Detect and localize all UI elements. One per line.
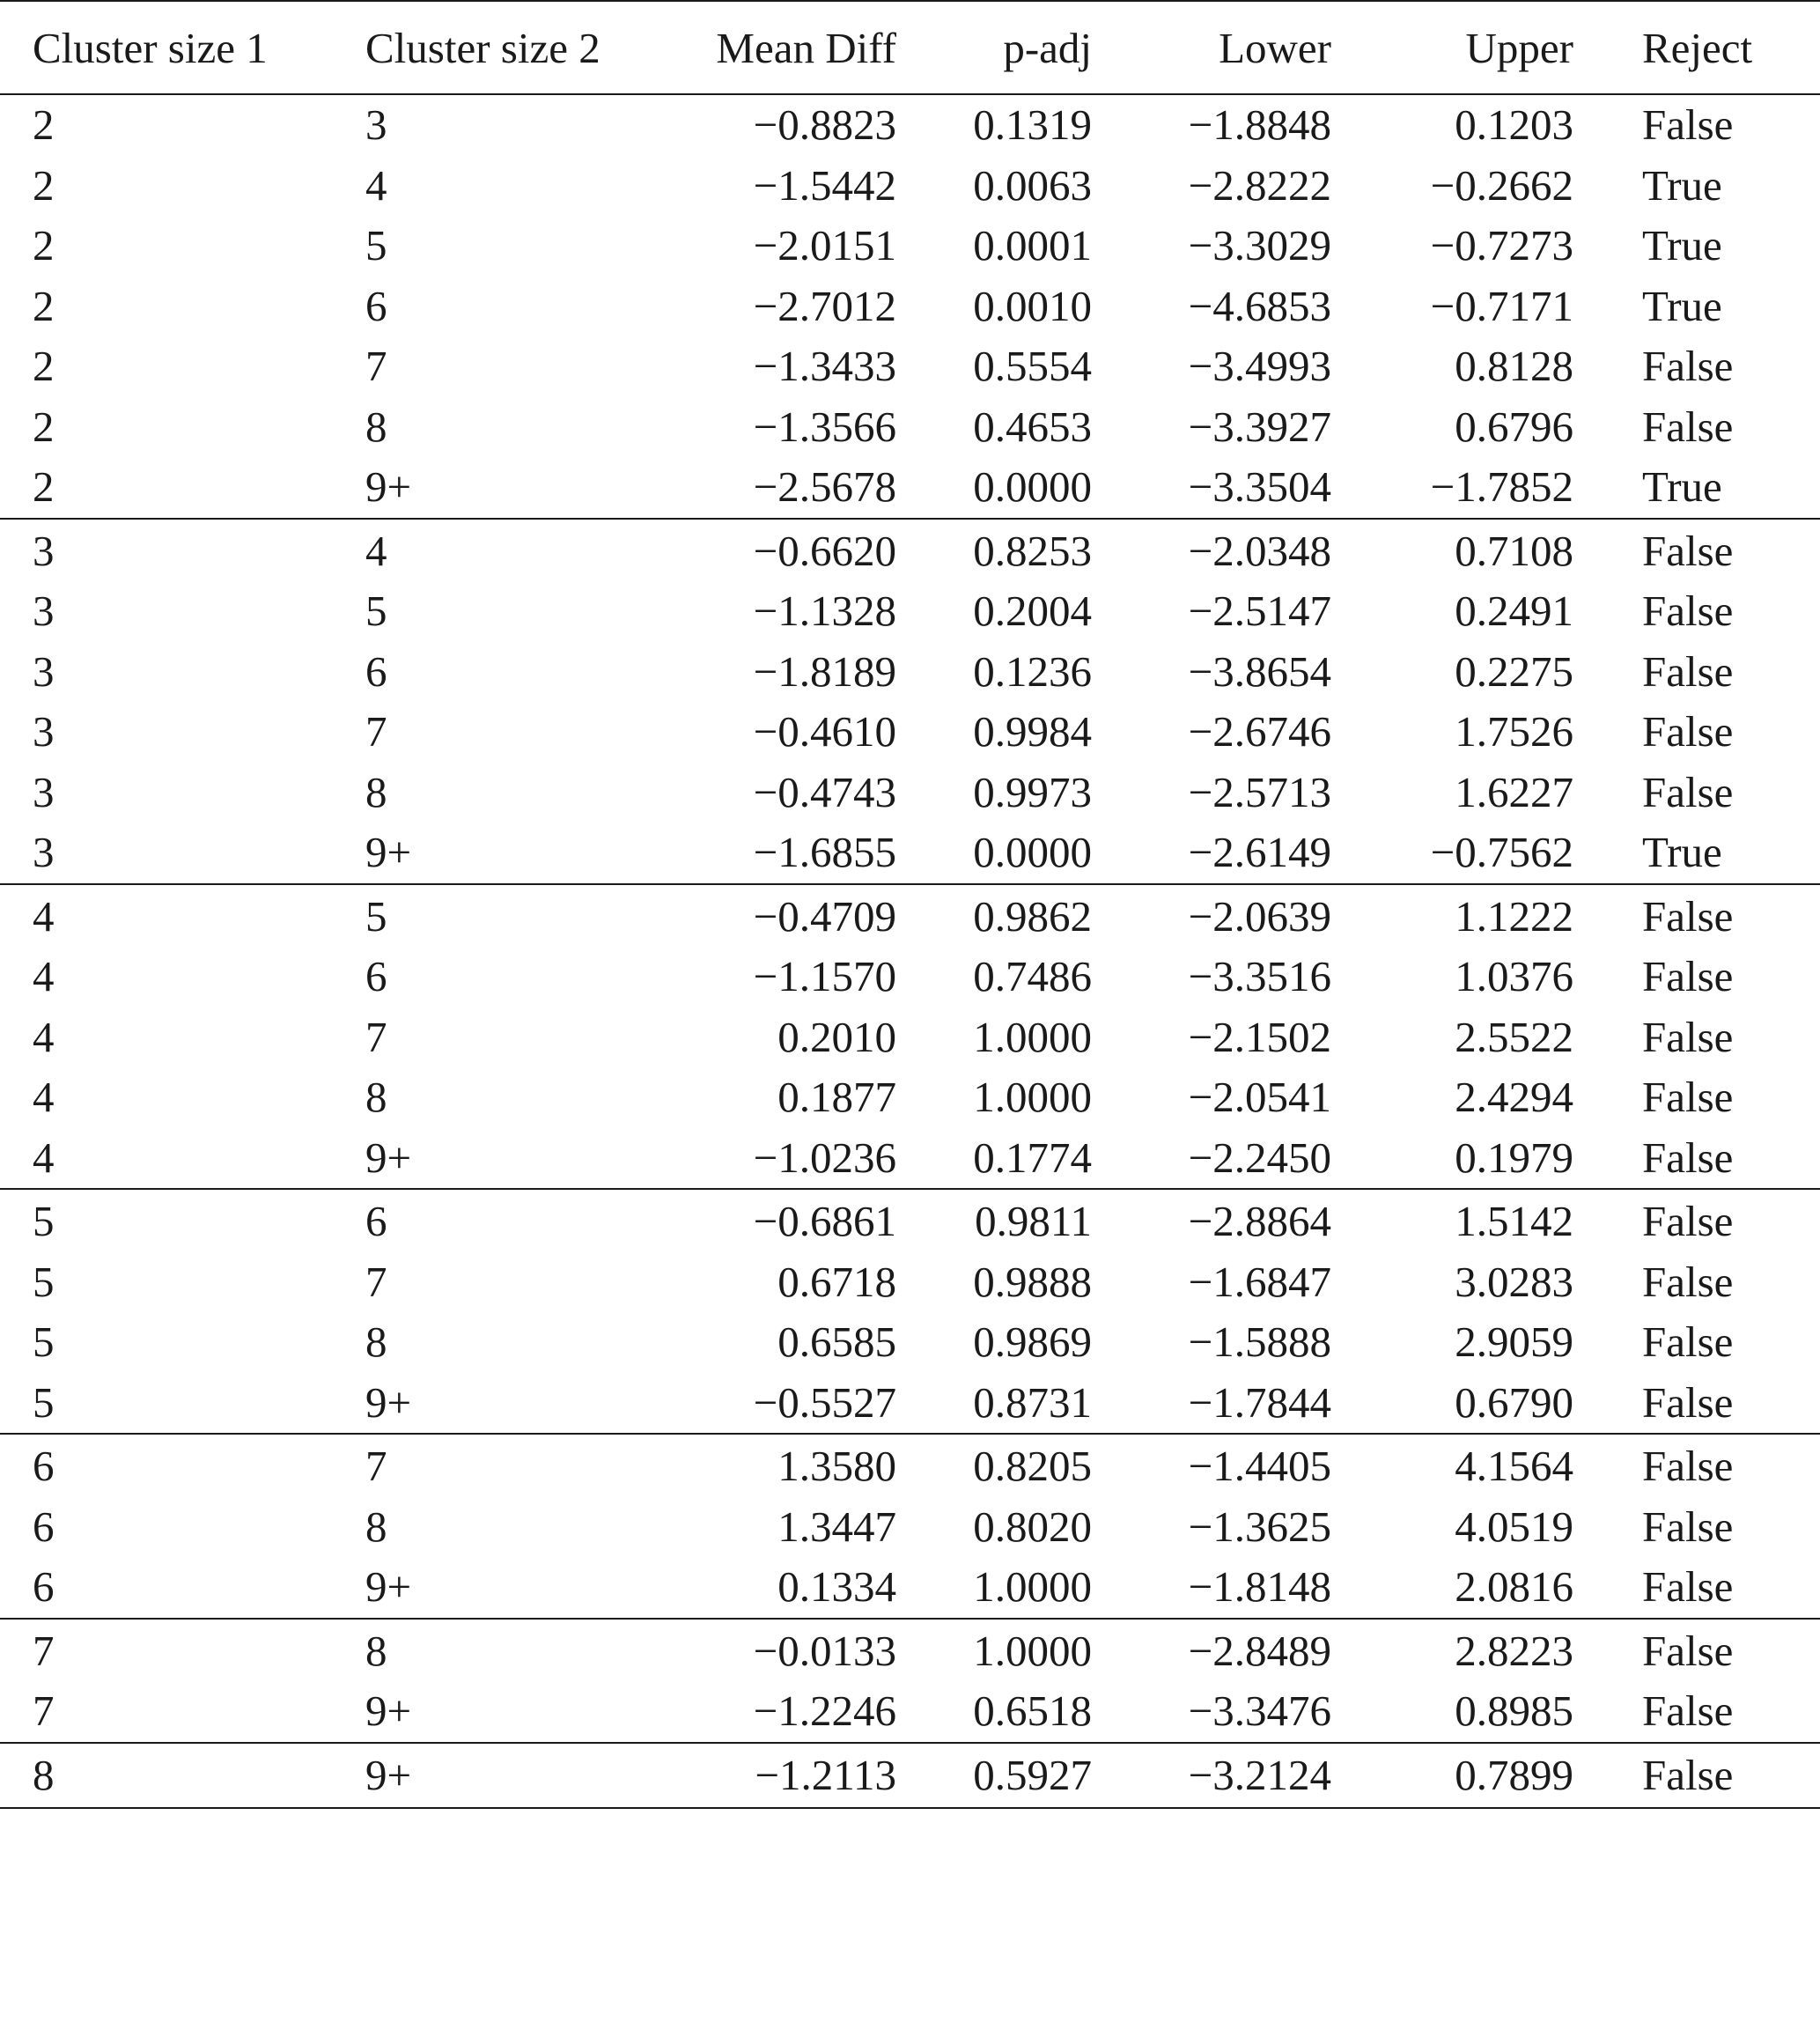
- cell-upper: 1.6227: [1455, 767, 1573, 816]
- table-row: [0, 1621, 1820, 1682]
- cell-cluster-size-2: 8: [365, 767, 387, 816]
- cell-cluster-size-2: 9+: [365, 1750, 412, 1799]
- cell-cluster-size-2: 9+: [365, 1562, 412, 1611]
- cell-cluster-size-1: 2: [33, 281, 55, 330]
- cell-cluster-size-2: 8: [365, 1502, 387, 1551]
- cell-lower: −3.3927: [1188, 402, 1331, 451]
- cell-cluster-size-1: 5: [33, 1197, 55, 1245]
- cell-reject: False: [1642, 891, 1734, 941]
- cell-cluster-size-2: 9+: [365, 1686, 412, 1735]
- cell-p-adj: 0.9984: [973, 707, 1092, 756]
- cell-p-adj: 0.7486: [973, 952, 1092, 1000]
- cell-upper: 0.8985: [1455, 1686, 1573, 1735]
- table-row: [0, 521, 1820, 582]
- cell-upper: 4.1564: [1455, 1442, 1573, 1490]
- column-header-reject: Reject: [1576, 1, 1820, 94]
- cell-lower: −1.7844: [1188, 1377, 1331, 1427]
- table-row: [0, 581, 1820, 642]
- cell-mean-diff: −1.2113: [755, 1750, 896, 1799]
- cell-mean-diff: 1.3447: [777, 1502, 896, 1551]
- cell-p-adj: 1.0000: [973, 1073, 1092, 1121]
- cell-cluster-size-1: 2: [33, 342, 55, 390]
- cell-lower: −1.6847: [1188, 1257, 1331, 1306]
- cell-cluster-size-2: 4: [365, 160, 387, 210]
- cell-lower: −2.6149: [1188, 828, 1331, 876]
- cell-upper: 2.0816: [1455, 1562, 1573, 1611]
- cell-reject: False: [1642, 767, 1734, 816]
- table-row: [0, 823, 1820, 884]
- cell-p-adj: 1.0000: [973, 1562, 1092, 1611]
- cell-upper: 1.5142: [1455, 1197, 1573, 1245]
- cell-cluster-size-2: 7: [365, 707, 387, 756]
- cell-cluster-size-2: 3: [365, 100, 387, 149]
- cell-cluster-size-2: 9+: [365, 828, 412, 876]
- cell-reject: False: [1642, 1502, 1734, 1551]
- table-row: [0, 1681, 1820, 1743]
- cell-mean-diff: 1.3580: [777, 1442, 896, 1490]
- cell-upper: 0.7899: [1455, 1750, 1573, 1799]
- cell-lower: −2.0541: [1188, 1073, 1331, 1121]
- cell-cluster-size-1: 5: [33, 1317, 55, 1366]
- cell-lower: −4.6853: [1188, 281, 1331, 330]
- table-row: [0, 1067, 1820, 1128]
- cell-cluster-size-2: 5: [365, 587, 387, 635]
- cell-cluster-size-1: 2: [33, 160, 55, 210]
- cell-mean-diff: 0.6585: [777, 1317, 896, 1366]
- cell-mean-diff: −2.7012: [753, 281, 896, 330]
- cell-reject: False: [1642, 402, 1734, 451]
- cell-p-adj: 0.1319: [973, 100, 1092, 149]
- cell-lower: −3.3476: [1188, 1686, 1331, 1735]
- table-row: [0, 1373, 1820, 1435]
- cell-cluster-size-2: 8: [365, 402, 387, 451]
- table-row: [0, 397, 1820, 458]
- cell-upper: 2.4294: [1455, 1073, 1573, 1121]
- cell-cluster-size-1: 4: [33, 1073, 55, 1121]
- cell-p-adj: 1.0000: [973, 1626, 1092, 1675]
- cell-lower: −1.5888: [1188, 1317, 1331, 1366]
- cell-lower: −3.2124: [1188, 1750, 1331, 1799]
- cell-lower: −2.8864: [1188, 1197, 1331, 1245]
- table-row: [0, 277, 1820, 337]
- cell-mean-diff: 0.2010: [777, 1012, 896, 1061]
- cell-lower: −3.3516: [1188, 952, 1331, 1000]
- cell-upper: 0.2491: [1455, 587, 1573, 635]
- cell-upper: −0.7562: [1430, 828, 1573, 876]
- cell-reject: False: [1642, 952, 1734, 1000]
- cell-lower: −2.8489: [1188, 1626, 1331, 1675]
- cell-upper: 2.5522: [1455, 1012, 1573, 1061]
- cell-lower: −2.1502: [1188, 1012, 1331, 1061]
- cell-lower: −2.5147: [1188, 587, 1331, 635]
- table-row: [0, 1312, 1820, 1373]
- column-header-cluster-size-1: Cluster size 1: [0, 1, 333, 94]
- cell-reject: False: [1642, 1686, 1734, 1735]
- cell-cluster-size-2: 8: [365, 1626, 387, 1675]
- cell-cluster-size-1: 3: [33, 767, 55, 816]
- cell-cluster-size-2: 5: [365, 221, 387, 269]
- table-row: [0, 1128, 1820, 1190]
- cell-mean-diff: −0.0133: [753, 1626, 896, 1675]
- cell-cluster-size-2: 7: [365, 1257, 387, 1306]
- cell-mean-diff: −1.8189: [753, 646, 896, 696]
- cell-p-adj: 0.9973: [973, 767, 1092, 816]
- cell-p-adj: 0.8731: [973, 1377, 1092, 1427]
- table-row: [0, 1007, 1820, 1068]
- column-header-cluster-size-2: Cluster size 2: [333, 1, 666, 94]
- cell-cluster-size-2: 6: [365, 952, 387, 1000]
- cell-mean-diff: −1.1570: [753, 952, 896, 1000]
- cell-p-adj: 1.0000: [973, 1012, 1092, 1061]
- cell-cluster-size-2: 7: [365, 342, 387, 390]
- table-row: [0, 887, 1820, 948]
- table-row: [0, 1192, 1820, 1252]
- table-row: [0, 95, 1820, 156]
- cell-lower: −2.5713: [1188, 767, 1331, 816]
- table-row: [0, 1497, 1820, 1558]
- cell-upper: 1.1222: [1455, 891, 1573, 941]
- cell-upper: −0.7171: [1430, 281, 1573, 330]
- cell-reject: True: [1642, 281, 1722, 330]
- cell-p-adj: 0.9888: [973, 1257, 1092, 1306]
- cell-upper: 0.1979: [1455, 1133, 1573, 1182]
- cell-cluster-size-2: 8: [365, 1073, 387, 1121]
- cell-cluster-size-1: 7: [33, 1686, 55, 1735]
- cell-lower: −1.4405: [1188, 1442, 1331, 1490]
- cell-cluster-size-1: 3: [33, 828, 55, 876]
- cell-cluster-size-1: 7: [33, 1626, 55, 1675]
- cell-lower: −3.3504: [1188, 462, 1331, 511]
- cell-p-adj: 0.8253: [973, 526, 1092, 575]
- cell-mean-diff: −1.3433: [753, 342, 896, 390]
- table-row: [0, 1436, 1820, 1497]
- cell-cluster-size-1: 2: [33, 100, 55, 149]
- cell-reject: False: [1642, 1562, 1734, 1611]
- cell-mean-diff: −1.5442: [753, 160, 896, 210]
- cell-p-adj: 0.9869: [973, 1317, 1092, 1366]
- cell-reject: False: [1642, 1073, 1734, 1121]
- cell-mean-diff: 0.1334: [777, 1562, 896, 1611]
- cell-reject: False: [1642, 526, 1734, 575]
- cell-cluster-size-1: 6: [33, 1442, 55, 1490]
- table-row: [0, 702, 1820, 763]
- cell-p-adj: 0.5927: [973, 1750, 1092, 1799]
- cell-mean-diff: −0.5527: [753, 1377, 896, 1427]
- cell-p-adj: 0.8205: [973, 1442, 1092, 1490]
- cell-upper: 0.1203: [1455, 100, 1573, 149]
- cell-p-adj: 0.4653: [973, 402, 1092, 451]
- cell-cluster-size-1: 4: [33, 952, 55, 1000]
- cell-cluster-size-1: 4: [33, 1012, 55, 1061]
- cell-upper: −0.7273: [1430, 221, 1573, 269]
- table-header: [0, 1, 1820, 94]
- cell-p-adj: 0.6518: [973, 1686, 1092, 1735]
- cell-upper: 4.0519: [1455, 1502, 1573, 1551]
- cell-mean-diff: −0.4610: [753, 707, 896, 756]
- cell-reject: False: [1642, 1626, 1734, 1675]
- cell-cluster-size-1: 8: [33, 1750, 55, 1799]
- cell-cluster-size-2: 6: [365, 281, 387, 330]
- table-body: [0, 94, 1820, 1808]
- cell-cluster-size-2: 6: [365, 646, 387, 696]
- cell-cluster-size-1: 3: [33, 587, 55, 635]
- cell-reject: False: [1642, 1750, 1734, 1799]
- cell-lower: −1.8148: [1188, 1562, 1331, 1611]
- cell-lower: −2.2450: [1188, 1133, 1331, 1182]
- cell-upper: 0.2275: [1455, 646, 1573, 696]
- cell-reject: False: [1642, 1377, 1734, 1427]
- cell-reject: False: [1642, 1442, 1734, 1490]
- cell-cluster-size-1: 6: [33, 1562, 55, 1611]
- cell-p-adj: 0.1774: [973, 1133, 1092, 1182]
- cell-upper: 3.0283: [1455, 1257, 1573, 1306]
- cell-reject: False: [1642, 342, 1734, 390]
- cell-reject: False: [1642, 1133, 1734, 1182]
- column-header-p-adj: p-adj: [899, 1, 1094, 94]
- table-bottom-rule: [0, 1805, 1820, 1808]
- cell-lower: −3.8654: [1188, 646, 1331, 696]
- cell-cluster-size-1: 3: [33, 707, 55, 756]
- cell-reject: False: [1642, 707, 1734, 756]
- cell-upper: 1.7526: [1455, 707, 1573, 756]
- cell-p-adj: 0.2004: [973, 587, 1092, 635]
- cell-mean-diff: −0.8823: [753, 100, 896, 149]
- cell-mean-diff: 0.6718: [777, 1257, 896, 1306]
- cell-mean-diff: −0.4743: [753, 767, 896, 816]
- table-row: [0, 1252, 1820, 1313]
- cell-cluster-size-1: 4: [33, 1133, 55, 1182]
- cell-reject: False: [1642, 587, 1734, 635]
- cell-reject: True: [1642, 462, 1722, 511]
- cell-reject: False: [1642, 646, 1734, 696]
- cell-upper: 0.6796: [1455, 402, 1573, 451]
- cell-p-adj: 0.0010: [973, 281, 1092, 330]
- cell-cluster-size-1: 6: [33, 1502, 55, 1551]
- cell-mean-diff: −2.0151: [753, 221, 896, 269]
- cell-mean-diff: −1.2246: [753, 1686, 896, 1735]
- cell-upper: −0.2662: [1430, 160, 1573, 210]
- table-row: [0, 763, 1820, 823]
- column-header-lower: Lower: [1094, 1, 1334, 94]
- cell-reject: True: [1642, 160, 1722, 210]
- cell-cluster-size-1: 5: [33, 1377, 55, 1427]
- cell-mean-diff: 0.1877: [777, 1073, 896, 1121]
- cell-cluster-size-2: 7: [365, 1012, 387, 1061]
- cell-cluster-size-1: 4: [33, 891, 55, 941]
- cell-mean-diff: −1.6855: [753, 828, 896, 876]
- cell-lower: −2.8222: [1188, 160, 1331, 210]
- table-row: [0, 1557, 1820, 1619]
- cell-reject: False: [1642, 1317, 1734, 1366]
- cell-upper: 2.9059: [1455, 1317, 1573, 1366]
- cell-cluster-size-1: 3: [33, 526, 55, 575]
- cell-p-adj: 0.0001: [973, 221, 1092, 269]
- cell-p-adj: 0.0000: [973, 462, 1092, 511]
- column-header-upper: Upper: [1334, 1, 1576, 94]
- column-header-mean-diff: Mean Diff: [666, 1, 899, 94]
- cell-cluster-size-2: 9+: [365, 462, 412, 511]
- cell-cluster-size-2: 7: [365, 1442, 387, 1490]
- cell-p-adj: 0.1236: [973, 646, 1092, 696]
- cell-p-adj: 0.9811: [975, 1197, 1092, 1245]
- cell-lower: −1.8848: [1188, 100, 1331, 149]
- table-row: [0, 216, 1820, 277]
- table-bottom-rule-line: [0, 1805, 1820, 1808]
- cell-cluster-size-1: 2: [33, 221, 55, 269]
- cell-upper: 0.6790: [1455, 1377, 1573, 1427]
- cell-cluster-size-2: 8: [365, 1317, 387, 1366]
- table-row: [0, 947, 1820, 1007]
- cell-reject: True: [1642, 828, 1722, 876]
- cell-p-adj: 0.5554: [973, 342, 1092, 390]
- table-row: [0, 457, 1820, 519]
- cell-lower: −3.3029: [1188, 221, 1331, 269]
- cell-mean-diff: −1.0236: [753, 1133, 896, 1182]
- cell-upper: −1.7852: [1430, 462, 1573, 511]
- cell-cluster-size-2: 4: [365, 526, 387, 575]
- cell-upper: 0.8128: [1455, 342, 1573, 390]
- cell-cluster-size-2: 5: [365, 891, 387, 941]
- cell-p-adj: 0.0000: [973, 828, 1092, 876]
- cell-cluster-size-2: 9+: [365, 1133, 412, 1182]
- cell-reject: False: [1642, 1012, 1734, 1061]
- cell-reject: False: [1642, 100, 1734, 149]
- cell-p-adj: 0.8020: [973, 1502, 1092, 1551]
- cell-cluster-size-1: 2: [33, 462, 55, 511]
- cell-cluster-size-1: 2: [33, 402, 55, 451]
- cell-upper: 0.7108: [1455, 526, 1573, 575]
- cell-cluster-size-2: 9+: [365, 1377, 412, 1427]
- cell-mean-diff: −0.6620: [753, 526, 896, 575]
- cell-upper: 2.8223: [1455, 1626, 1573, 1675]
- cell-mean-diff: −0.4709: [753, 891, 896, 941]
- cell-reject: True: [1642, 221, 1722, 269]
- cell-mean-diff: −1.3566: [753, 402, 896, 451]
- table-row: [0, 336, 1820, 397]
- cell-lower: −2.6746: [1188, 707, 1331, 756]
- cell-lower: −1.3625: [1188, 1502, 1331, 1551]
- table-row: [0, 156, 1820, 217]
- cell-upper: 1.0376: [1455, 952, 1573, 1000]
- table-row: [0, 642, 1820, 703]
- cell-p-adj: 0.0063: [973, 160, 1092, 210]
- table-row: [0, 1745, 1820, 1806]
- cell-cluster-size-1: 3: [33, 646, 55, 696]
- cell-lower: −2.0348: [1188, 526, 1331, 575]
- cell-p-adj: 0.9862: [973, 891, 1092, 941]
- cell-mean-diff: −2.5678: [753, 462, 896, 511]
- cell-reject: False: [1642, 1257, 1734, 1306]
- cell-mean-diff: −0.6861: [753, 1197, 896, 1245]
- cell-mean-diff: −1.1328: [753, 587, 896, 635]
- cell-lower: −3.4993: [1188, 342, 1331, 390]
- cell-cluster-size-2: 6: [365, 1197, 387, 1245]
- cell-cluster-size-1: 5: [33, 1257, 55, 1306]
- cell-reject: False: [1642, 1197, 1734, 1245]
- header-row: [0, 1, 1820, 94]
- cell-lower: −2.0639: [1188, 891, 1331, 941]
